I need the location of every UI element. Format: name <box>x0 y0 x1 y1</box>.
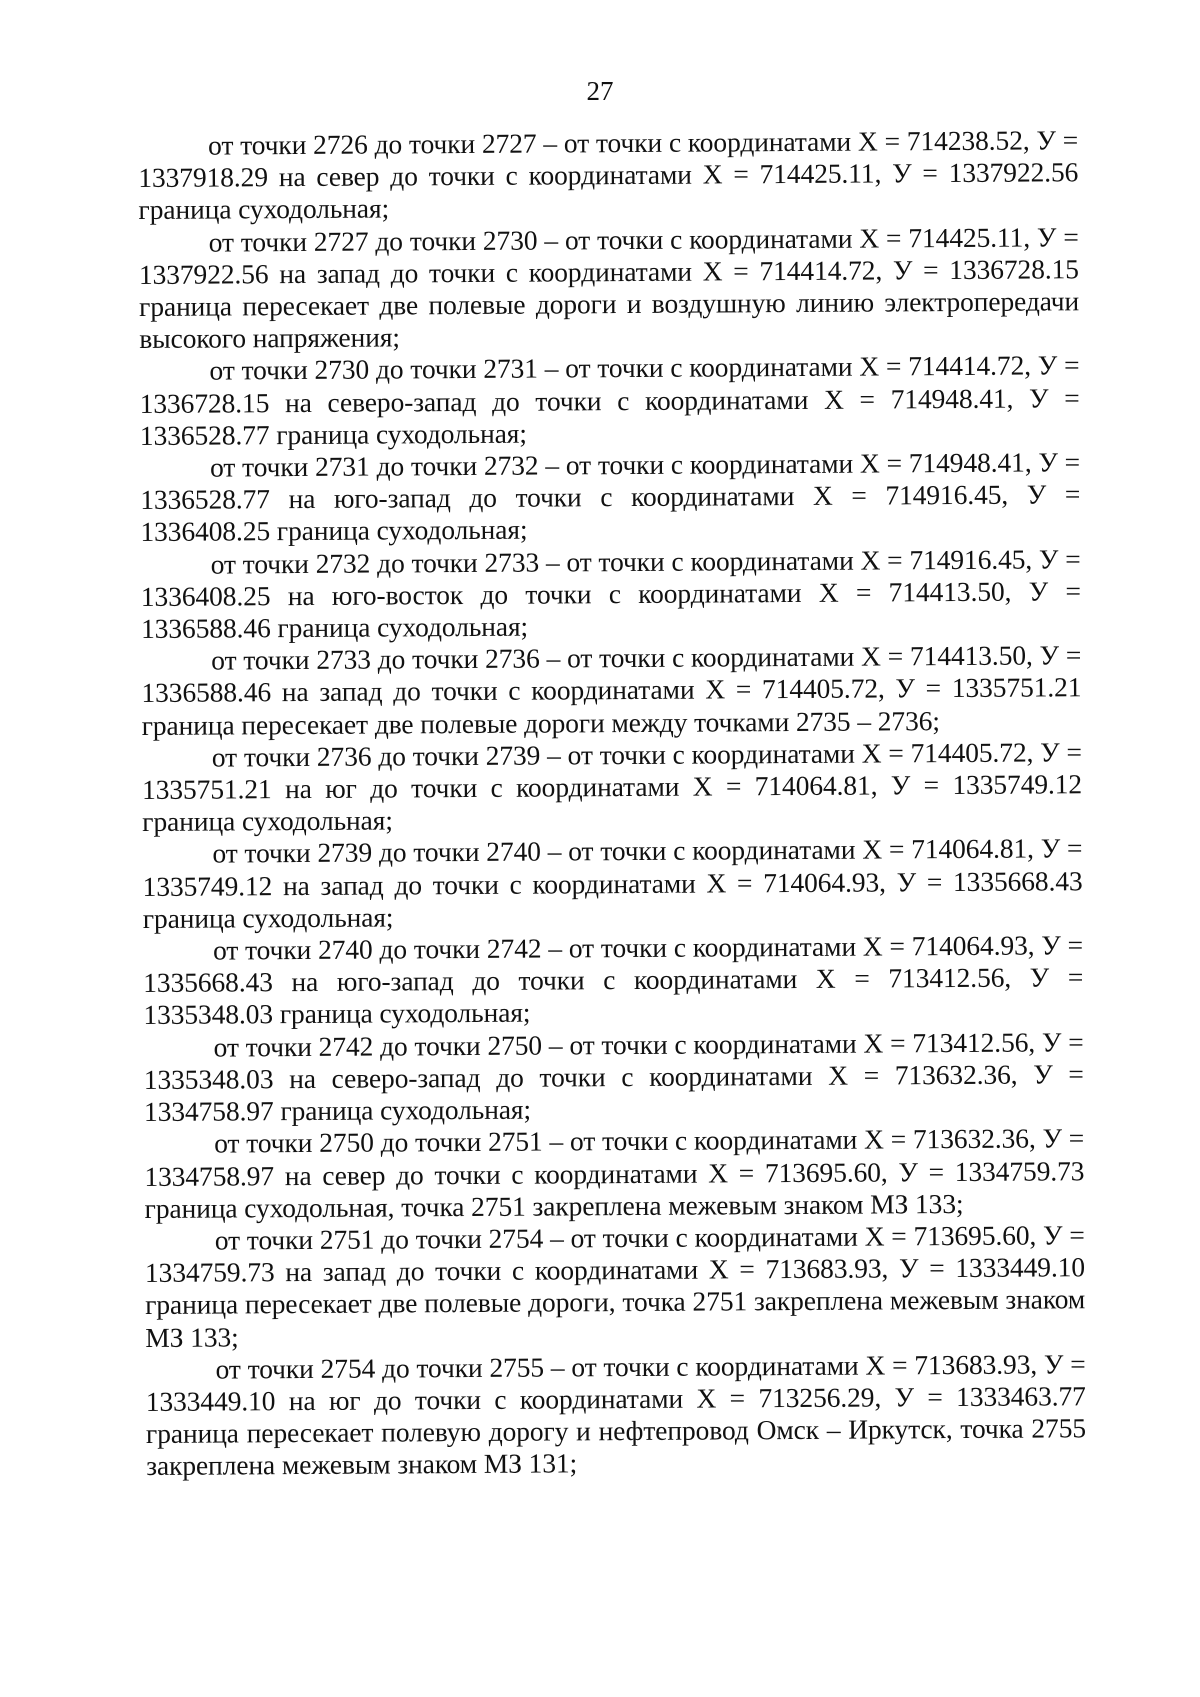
boundary-segment-paragraph: от точки 2736 до точки 2739 – от точки с координатами Х = 714405.72, У = 1335751.21 на юг до точки с координатами Х = 714064.81, У = 1335749.12 граница суходольная; <box>141 736 1083 838</box>
boundary-segment-paragraph: от точки 2732 до точки 2733 – от точки с координатами Х = 714916.45, У = 1336408.25 на юго-восток до точки с координатами Х = 714413.50, У = 1336588.46 граница суходольная; <box>140 542 1081 645</box>
boundary-segment-paragraph: от точки 2733 до точки 2736 – от точки с координатами Х = 714413.50, У = 1336588.46 на запад до точки с координатами Х = 714405.72, У = 1335751.21 граница пересекает две полевые дороги между точками 2735 – 2736; <box>141 639 1082 741</box>
boundary-segment-paragraph: от точки 2750 до точки 2751 – от точки с координатами Х = 713632.36, У = 1334758.97 на север до точки с координатами Х = 713695.60, У = 1334759.73 граница суходольная, точка 2751 закреплена межевым знаком МЗ 133; <box>144 1122 1085 1224</box>
boundary-segment-paragraph: от точки 2726 до точки 2727 – от точки с координатами Х = 714238.52, У = 1337918.29 на север до точки с координатами Х = 714425.11, У = 1337922.56 граница суходольная; <box>138 124 1079 226</box>
boundary-segment-paragraph: от точки 2731 до точки 2732 – от точки с координатами Х = 714948.41, У = 1336528.77 на юго-запад до точки с координатами Х = 714916.45, У = 1336408.25 граница суходольная; <box>140 446 1081 548</box>
boundary-segment-paragraph: от точки 2742 до точки 2750 – от точки с координатами Х = 713412.56, У = 1335348.03 на северо-запад до точки с координатами Х = 713632.36, У = 1334758.97 граница суходольная; <box>143 1025 1084 1128</box>
document-body <box>138 124 1086 1482</box>
boundary-segment-paragraph: от точки 2739 до точки 2740 – от точки с координатами Х = 714064.81, У = 1335749.12 на запад до точки с координатами Х = 714064.93, У = 1335668.43 граница суходольная; <box>142 832 1083 934</box>
boundary-segment-paragraph: от точки 2740 до точки 2742 – от точки с координатами Х = 714064.93, У = 1335668.43 на юго-запад до точки с координатами Х = 713412.56, У = 1335348.03 граница суходольная; <box>143 929 1084 1031</box>
boundary-segment-paragraph: от точки 2754 до точки 2755 – от точки с координатами Х = 713683.93, У = 1333449.10 на юг до точки с координатами Х = 713256.29, У = 1333463.77 граница пересекает полевую дорогу и нефтепровод Омск – Иркутск, точка 2755 закреплена межевым знаком МЗ 131; <box>145 1347 1087 1482</box>
page-number: 27 <box>586 76 614 106</box>
boundary-segment-paragraph: от точки 2751 до точки 2754 – от точки с координатами Х = 713695.60, У = 1334759.73 на запад до точки с координатами Х = 713683.93, У = 1333449.10 граница пересекает две полевые дороги, точка 2751 закреплена межевым знаком МЗ 133; <box>144 1219 1086 1353</box>
boundary-segment-paragraph: от точки 2730 до точки 2731 – от точки с координатами Х = 714414.72, У = 1336728.15 на северо-запад до точки с координатами Х = 714948.41, У = 1336528.77 граница суходольная; <box>139 349 1080 451</box>
boundary-segment-paragraph: от точки 2727 до точки 2730 – от точки с координатами Х = 714425.11, У = 1337922.56 на запад до точки с координатами Х = 714414.72, У = 1336728.15 граница пересекает две полевые дороги и воздушную линию электропередачи высокого напряжения; <box>138 220 1080 355</box>
